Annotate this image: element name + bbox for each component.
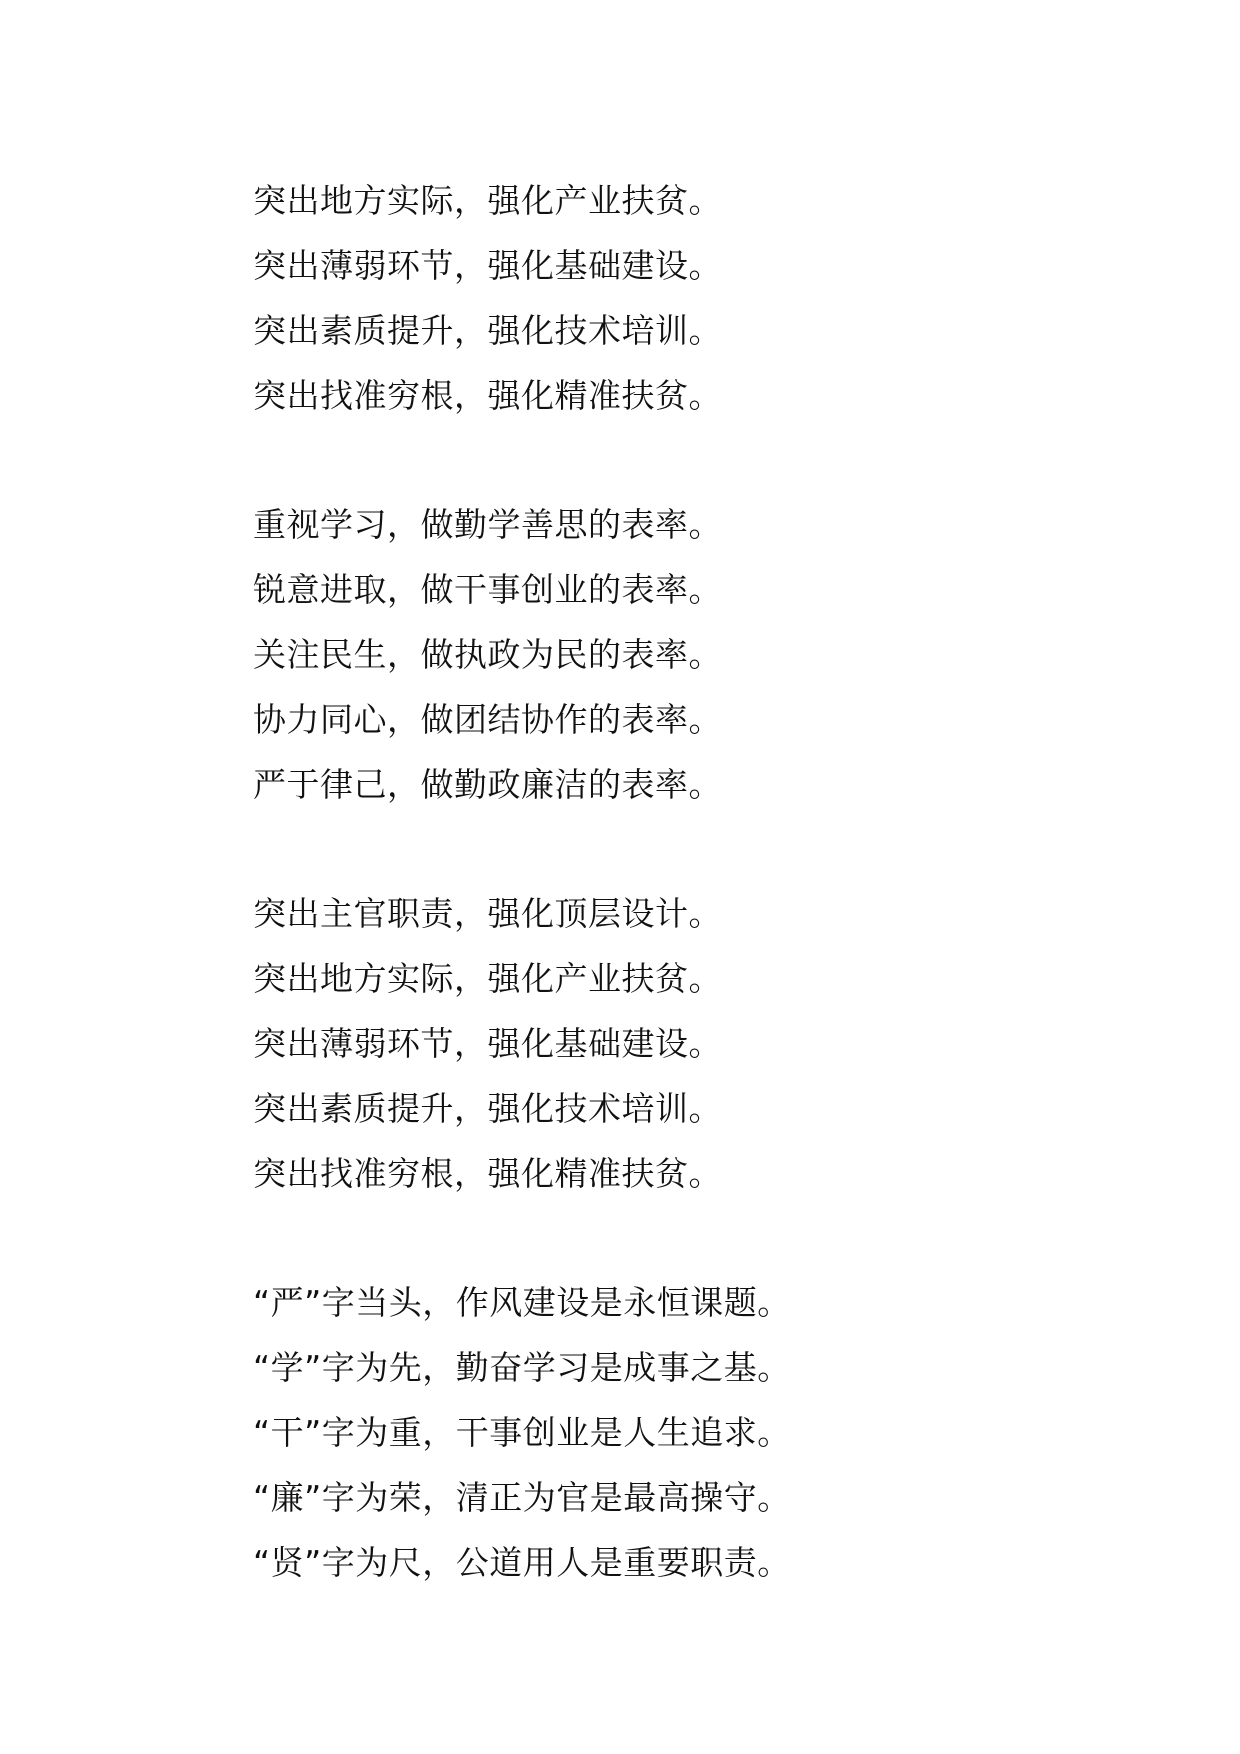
paragraph-group-2	[253, 492, 1153, 817]
paragraph-group-4	[253, 1270, 1153, 1595]
text-line: 突出薄弱环节，强化基础建设。	[253, 1024, 722, 1063]
paragraph-group-1	[253, 168, 1153, 428]
document-content	[253, 168, 1153, 1595]
text-line: 重视学习，做勤学善思的表率。	[253, 505, 722, 544]
text-line: “廉”字为荣，清正为官是最高操守。	[253, 1478, 791, 1517]
text-line: 严于律己，做勤政廉洁的表率。	[253, 765, 722, 804]
text-line: 突出地方实际，强化产业扶贫。	[253, 181, 722, 220]
text-line: 关注民生，做执政为民的表率。	[253, 635, 722, 674]
text-line: 突出找准穷根，强化精准扶贫。	[253, 376, 722, 415]
text-line: “学”字为先，勤奋学习是成事之基。	[253, 1348, 791, 1387]
text-line: “干”字为重，干事创业是人生追求。	[253, 1413, 791, 1452]
text-line: “严”字当头，作风建设是永恒课题。	[253, 1283, 791, 1322]
text-line: 协力同心，做团结协作的表率。	[253, 700, 722, 739]
text-line: 突出薄弱环节，强化基础建设。	[253, 246, 722, 285]
paragraph-group-3	[253, 881, 1153, 1206]
text-line: “贤”字为尺，公道用人是重要职责。	[253, 1543, 791, 1582]
text-line: 突出地方实际，强化产业扶贫。	[253, 959, 722, 998]
text-line: 突出找准穷根，强化精准扶贫。	[253, 1154, 722, 1193]
text-line: 突出素质提升，强化技术培训。	[253, 311, 722, 350]
text-line: 突出主官职责，强化顶层设计。	[253, 894, 722, 933]
text-line: 突出素质提升，强化技术培训。	[253, 1089, 722, 1128]
text-line: 锐意进取，做干事创业的表率。	[253, 570, 722, 609]
